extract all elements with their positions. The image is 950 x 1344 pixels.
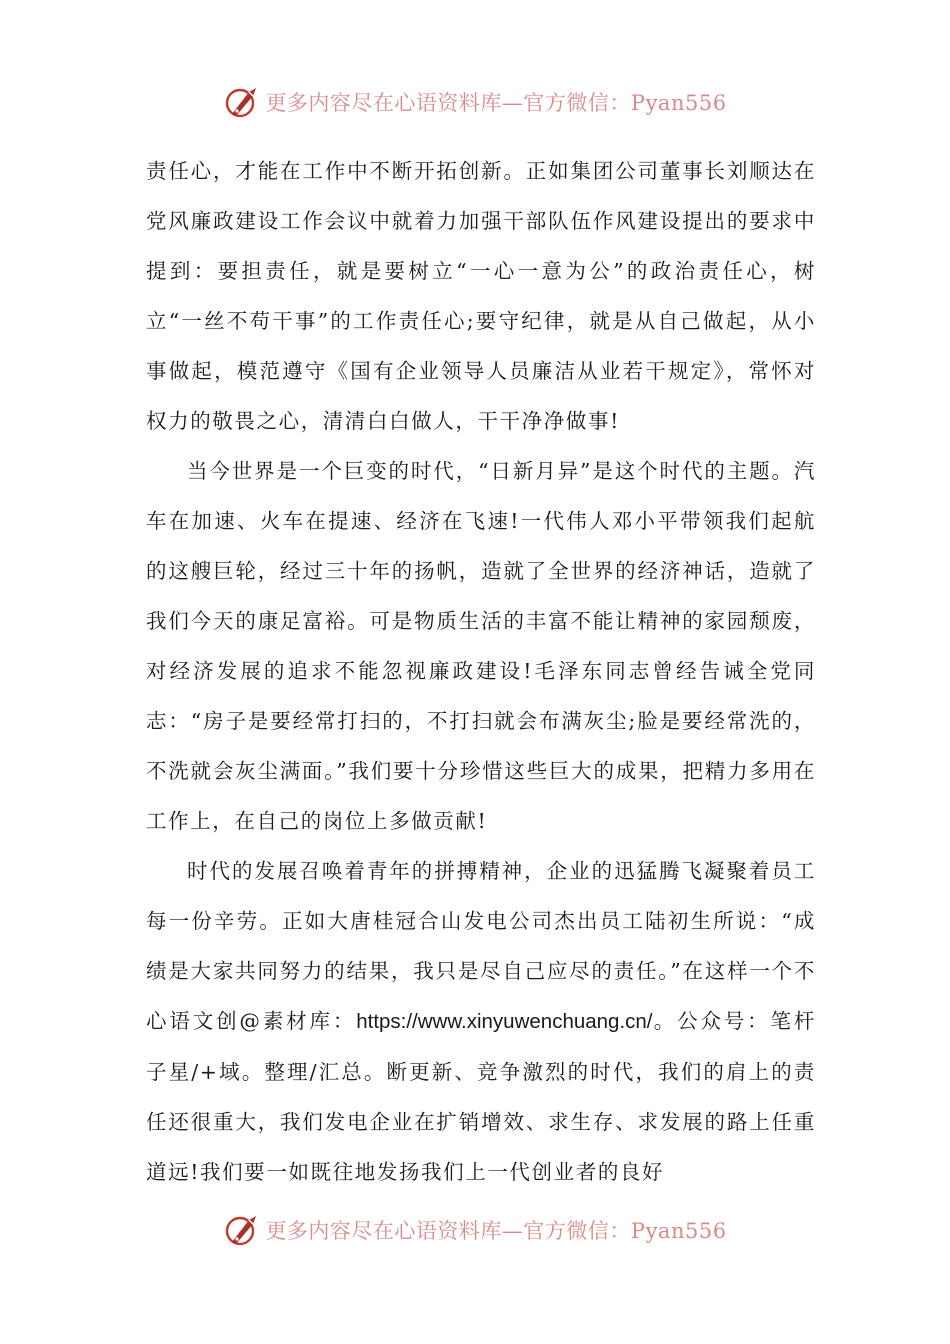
pen-nib-logo-icon <box>223 84 261 120</box>
paragraph-3-text-after-url: 。公众号：笔杆子星/+域。整理/汇总。断更新、竞争激烈的时代，我们的肩上的责任还很重大，我们发电企业在扩销增效、求生存、求发展的路上任重道远!我们要一如既往地发扬我们上一代创业者的良好 <box>146 1009 816 1184</box>
website-url: https://www.xinyuwenchuang.cn/ <box>356 1010 653 1033</box>
pen-nib-logo-icon <box>223 1212 261 1248</box>
paragraph-3 <box>146 846 816 1197</box>
banner-text: 更多内容尽在心语资料库—官方微信：Pyan556 <box>265 1219 727 1243</box>
paragraph-3-text-before-url: 时代的发展召唤着青年的拼搏精神，企业的迅猛腾飞凝聚着员工每一份辛劳。正如大唐桂冠合山发电公司杰出员工陆初生所说：“成绩是大家共同努力的结果，我只是尽自己应尽的责任。”在这样一个不心语文创@素材库： <box>146 859 816 1033</box>
paragraph-1: 责任心，才能在工作中不断开拓创新。正如集团公司董事长刘顺达在党风廉政建设工作会议中就着力加强干部队伍作风建设提出的要求中提到：要担责任，就是要树立“一心一意为公”的政治责任心，树立“一丝不苟干事”的工作责任心;要守纪律，就是从自己做起，从小事做起，模范遵守《国有企业领导人员廉洁从业若干规定》，常怀对权力的敬畏之心，清清白白做人，干干净净做事! <box>146 159 816 433</box>
header-banner <box>0 80 950 124</box>
banner-text: 更多内容尽在心语资料库—官方微信：Pyan556 <box>265 91 727 115</box>
footer-banner <box>0 1208 950 1252</box>
paragraph-2: 当今世界是一个巨变的时代，“日新月异”是这个时代的主题。汽车在加速、火车在提速、经济在飞速!一代伟人邓小平带领我们起航的这艘巨轮，经过三十年的扬帆，造就了全世界的经济神话，造就了我们今天的康足富裕。可是物质生活的丰富不能让精神的家园颓废，对经济发展的追求不能忽视廉政建设!毛泽东同志曾经告诫全党同志：“房子是要经常打扫的，不打扫就会布满灰尘;脸是要经常洗的，不洗就会灰尘满面。”我们要十分珍惜这些巨大的成果，把精力多用在工作上，在自己的岗位上多做贡献! <box>146 459 816 833</box>
document-body <box>146 146 816 1197</box>
